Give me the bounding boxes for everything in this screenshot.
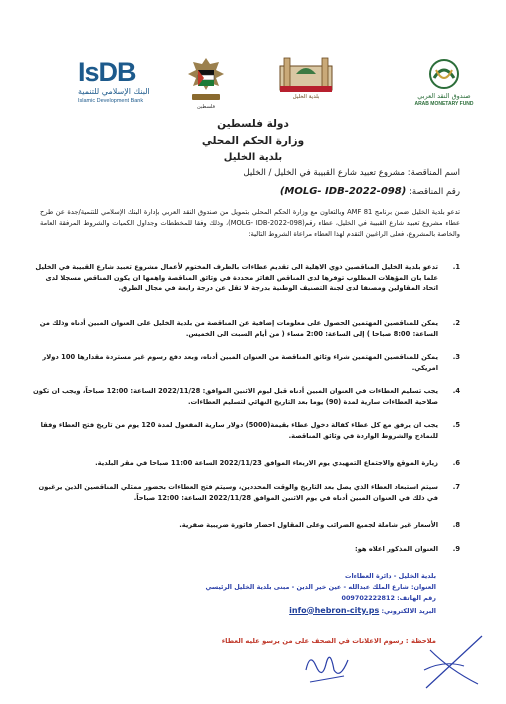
hebron-mosque-icon <box>276 56 336 94</box>
hebron-logo-caption: بلدية الخليل <box>292 94 320 100</box>
heading-state: دولة فلسطين <box>217 118 289 130</box>
intro-paragraph: تدعو بلدية الخليل ضمن برنامج AMF 81 وبالتعاون مع وزارة الحكم المحلي بتمويل من صندوق النقد العربي بإدارة البنك الإسلامي للتنمية/جدة عن طرح عطاء مشروع تعبيد شارع القبيبة في الخليل، عطاء رقم(MOLG- IDB-2022-098)، وذلك وفقا للمخططات وجداول الكميات والشروط المرفقة العامة والخاصة بالمشروع، فعلى الراغبين التقدم لهذا العطاء مراعاة الشروط التالية: <box>40 208 460 238</box>
amf-logo <box>398 56 490 108</box>
condition-text: تدعو بلدية الخليل المناقصين ذوي الاهلية الى تقديم عطاءات بالظرف المختوم لأعمال مشروع تعبيد شارع القبيبة في الخليل علما بان المؤهلات المطلوب توفرها لدى المناقص الفائز محددة في وثائق المناقصة واهمها ان يكون المناقص مسجلا لدى اتحاد المقاولين ومصنفا لدى لجنة التصنيف الوطنية بدرجة لا تقل عن درجة رابعة في مجال الطرق. <box>35 263 438 292</box>
condition-number: 3. <box>452 353 460 361</box>
condition-item <box>30 318 460 339</box>
condition-text: يمكن للمناقصين المهتمين شراء وثائق المناقصة من العنوان المبين أدناه، وبعد دفع رسوم غير مستردة مقدارها 100 دولار امريكي. <box>42 353 438 372</box>
address-line-dept: بلدية الخليل - دائرة العطاءات <box>345 572 436 580</box>
condition-text: زيارة الموقع والاجتماع التمهيدي يوم الاربعاء الموافق 2022/11/23 الساعة 11:00 صباحا في مقر البلدية. <box>95 459 438 467</box>
isdb-logo-mark: IsDB <box>78 57 136 87</box>
address-block <box>136 571 436 617</box>
condition-text: الأسعار غير شاملة لجميع الضرائب وعلى المقاول احضار فاتورة ضريبية صفرية. <box>179 521 438 529</box>
condition-number: 8. <box>452 521 460 529</box>
condition-text: يجب تسليم العطاءات في العنوان المبين أدناه قبل ليوم الاثنين الموافق: 2022/11/28 الساعة: 12:00 صباحاً، ويجب ان تكون صلاحية العطاءات سارية لمدة (90) يوما بعد التاريخ النهائي لتسليم العطاءات. <box>33 387 438 406</box>
condition-item <box>30 458 460 469</box>
tender-number-value: (MOLG- IDB-2022-098) <box>279 186 407 197</box>
tender-number <box>40 186 460 197</box>
condition-number: 1. <box>452 263 460 271</box>
address-line-street: العنوان: شارع الملك عبدالله - عين خير الدين - مبنى بلدية الخليل الرئيسي <box>205 583 436 592</box>
condition-item <box>30 386 460 407</box>
amf-logo-english: ARAB MONETARY FUND <box>414 101 474 107</box>
condition-number: 7. <box>452 483 460 491</box>
heading-municipality: بلدية الخليل <box>223 152 283 163</box>
condition-number: 2. <box>452 319 460 327</box>
handwritten-initials-icon <box>420 630 490 696</box>
amf-mark-icon <box>398 56 490 92</box>
tender-number-label: رقم المناقصة: <box>406 187 460 197</box>
address-line-email <box>136 605 436 617</box>
condition-item <box>30 262 460 294</box>
condition-text: العنوان المذكور اعلاه هو: <box>355 545 438 553</box>
palestine-emblem-icon <box>186 56 226 110</box>
condition-item <box>30 420 460 441</box>
condition-item <box>30 482 460 503</box>
heading-ministry: وزارة الحكم المحلي <box>201 135 305 147</box>
isdb-logo-english: Islamic Development Bank <box>78 98 144 104</box>
condition-number: 4. <box>452 387 460 395</box>
condition-number: 6. <box>452 459 460 467</box>
condition-text: يمكن للمناقصين المهتمين الحصول على معلومات إضافية عن المناقصة من بلدية الخليل على العنوان المبين أدناه وذلك من الساعة: 8:00 صباحا ) إلى الساعة: 2:00 مساء ( من أيام السبت الى الخميس. <box>39 319 438 338</box>
condition-text: يجب ان يرفق مع كل عطاء كفالة دخول عطاء بقيمة(5000) دولار سارية المفعول لمدة 120 يوم من تاريخ فتح العطاء وفقا للنماذج والشروط الواردة في وثائق المناقصة. <box>40 421 438 440</box>
ads-fee-note: ملاحظة : رسوم الاعلانات في الصحف على من يرسو عليه العطاء <box>221 637 436 645</box>
isdb-logo <box>78 58 160 110</box>
email-link[interactable]: info@hebron-city.ps <box>289 605 380 615</box>
isdb-logo-arabic: البنك الإسلامي للتنمية <box>78 87 150 96</box>
email-label: البريد الالكتروني: <box>381 606 436 615</box>
tender-name: اسم المناقصة: مشروع تعبيد شارع القبيبة في الخليل / الخليل <box>243 168 460 178</box>
svg-text:فلسطين: فلسطين <box>197 104 215 110</box>
condition-text: سيتم استبعاد العطاء الذي يصل بعد التاريخ والوقت المحددين، وسيتم فتح العطاءات بحضور ممثلي المناقصين الذين يرغبون في ذلك في العنوان المبين أدناه في يوم الاثنين الموافق 2022/11/28 الساعة: 12:00 صباحاً. <box>38 483 438 502</box>
condition-item <box>30 520 460 531</box>
handwritten-signature-icon <box>300 640 356 690</box>
condition-number: 5. <box>452 421 460 429</box>
address-line-phone: رقم الهاتف: 009702222812 <box>341 594 436 603</box>
condition-item <box>30 544 460 555</box>
hebron-municipality-logo <box>276 56 336 110</box>
condition-number: 9. <box>452 545 460 553</box>
condition-item <box>30 352 460 373</box>
amf-logo-arabic: صندوق النقد العربي <box>417 92 471 100</box>
